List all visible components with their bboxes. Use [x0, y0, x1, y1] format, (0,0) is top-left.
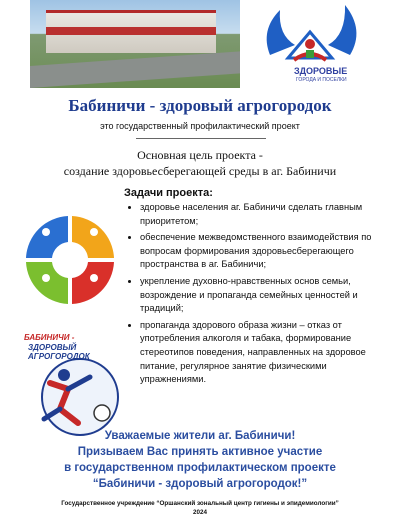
page-subtitle: это государственный профилактический проект: [100, 121, 300, 131]
wheel-segment-green: [26, 262, 68, 304]
building-shape: [46, 10, 216, 53]
footer-year: 2024: [192, 509, 207, 516]
appeal-line-2: Призываем Вас принять активное участие: [77, 446, 323, 458]
tasks-heading: Задачи проекта:: [124, 187, 213, 199]
project-logo: [20, 327, 130, 437]
footer-organization: Государственное учреждение “Оршанский зональный центр гигиены и эпидемиологии”: [61, 500, 339, 507]
building-photo: [30, 0, 240, 88]
goal-line-2: создание здоровьесберегающей среды в аг. Бабиничи: [63, 164, 337, 178]
task-item: • пропаганда здорового образа жизни – отказ от употребления алкоголя и табака, формирование стереотипов поведения, направленных на здоровое питание, регулярное занятие физическими упражнениями.: [140, 319, 385, 387]
project-logo-line-2: ЗДОРОВЫЙ АГРОГОРОДОК: [28, 343, 90, 361]
task-item: • обеспечение межведомственного взаимодействия по вопросам формирования здоровьесберегающего пространства в аг. Бабиничи;: [140, 231, 385, 272]
divider: [136, 138, 266, 139]
wheel-segment-orange: [72, 216, 114, 258]
healthy-cities-emblem-icon: [250, 0, 370, 70]
health-wheel-graphic: [22, 212, 118, 308]
project-logo-line-1: БАБИНИЧИ -: [24, 333, 75, 342]
appeal-line-4: “Бабиничи - здоровый агрогородок!”: [92, 478, 308, 490]
road-shape: [30, 51, 240, 88]
logo-caption-sub: ГОРОДА И ПОСЕЛКИ: [296, 77, 347, 83]
page-title: Бабиничи - здоровый агрогородок: [68, 96, 332, 115]
goal-line-1: Основная цель проекта -: [137, 148, 263, 162]
wheel-segment-red: [72, 262, 114, 304]
football-runner-icon: [20, 353, 130, 439]
tasks-list: [128, 201, 385, 390]
wheel-segment-blue: [26, 216, 68, 258]
appeal-line-1: Уважаемые жители аг. Бабиничи!: [104, 430, 296, 442]
task-item: • укрепление духовно-нравственных основ семьи, возрождение и пропаганда семейных ценностей и традиций;: [140, 275, 385, 316]
logo-caption-main: ЗДОРОВЫЕ: [294, 66, 348, 76]
healthy-cities-logo: [250, 0, 370, 88]
appeal-line-3: в государственном профилактическом проекте: [64, 462, 336, 474]
task-item: • здоровье населения аг. Бабиничи сделать главным приоритетом;: [140, 201, 385, 228]
